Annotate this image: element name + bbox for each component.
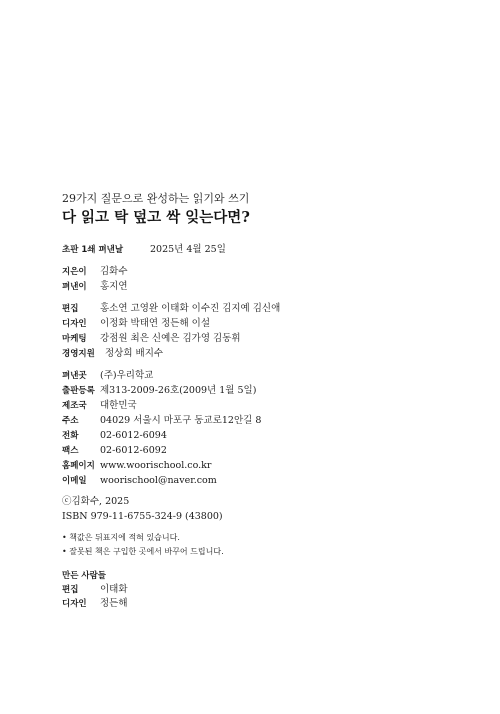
staff-value: 강점원 최은 신예은 김가영 김동휘 [100,333,241,344]
publisher-person-label: 펴낸이 [62,282,87,292]
publisher-info-row [62,370,153,382]
publisher-info-label: 출판등록 [62,386,95,396]
author-value: 김화수 [100,266,128,277]
publisher-info-value: 04029 서울시 마포구 동교로12안길 8 [100,415,262,426]
staff-label: 마케팅 [62,334,87,344]
makers-label: 편집 [62,585,79,595]
publisher-info-value: 02-6012-6092 [100,445,167,456]
publisher-info-row [62,385,256,397]
publisher-info-row [62,475,217,487]
publisher-info-value: 대한민국 [100,400,137,411]
staff-label: 디자인 [62,319,87,329]
staff-row [62,333,241,345]
publisher-info-row [62,415,261,427]
staff-row [62,303,280,315]
first-edition-row [62,244,226,256]
makers-heading: 만든 사람들 [62,571,107,581]
email-value: woorischool@naver.com [100,475,217,486]
makers-value: 이태화 [100,584,128,595]
book-title: 다 읽고 탁 덮고 싹 잊는다면? [62,209,250,226]
publisher-info-value: (주)우리학교 [100,370,154,381]
publisher-person-row [62,281,128,293]
publisher-info-row [62,445,167,457]
staff-row [62,348,163,360]
staff-value: 홍소연 고영완 이태화 이수진 김지예 김신애 [100,303,281,314]
staff-value: 이정화 박태연 정든해 이설 [100,318,211,329]
author-label: 지은이 [62,267,87,277]
book-subtitle: 29가지 질문으로 완성하는 읽기와 쓰기 [62,192,250,205]
staff-value: 정상희 배지수 [105,348,164,359]
publisher-info-value: 제313-2009-26호(2009년 1월 5일) [100,385,257,396]
publisher-info-row [62,430,167,442]
publisher-info-value: 02-6012-6094 [100,430,167,441]
homepage-value: www.woorischool.co.kr [100,460,212,471]
publisher-info-label: 팩스 [62,446,79,456]
staff-row [62,318,210,330]
publisher-info-row [62,400,137,412]
note-line: • 책값은 뒤표지에 적혀 있습니다. [62,533,180,542]
makers-row [62,598,128,610]
publisher-info-label: 펴낸곳 [62,371,87,381]
note-line: • 잘못된 책은 구입한 곳에서 바꾸어 드립니다. [62,547,224,556]
publisher-info-row [62,460,211,472]
publisher-info-label: 제조국 [62,401,87,411]
isbn-line: ISBN 979-11-6755-324-9 (43800) [62,511,223,522]
copyright-line: ⓒ김화수, 2025 [62,496,130,507]
makers-label: 디자인 [62,599,87,609]
staff-label: 편집 [62,304,79,314]
author-row [62,266,128,278]
staff-label: 경영지원 [62,349,95,359]
makers-value: 정든해 [100,598,128,609]
publisher-info-label: 주소 [62,416,79,426]
first-edition-value: 2025년 4월 25일 [150,244,226,255]
publisher-person-value: 홍지연 [100,281,128,292]
publisher-info-label: 이메일 [62,476,87,486]
publisher-info-label: 전화 [62,431,79,441]
publisher-info-label: 홈페이지 [62,461,95,471]
makers-row [62,584,128,596]
first-edition-label: 초판 1쇄 펴낸날 [62,245,124,255]
